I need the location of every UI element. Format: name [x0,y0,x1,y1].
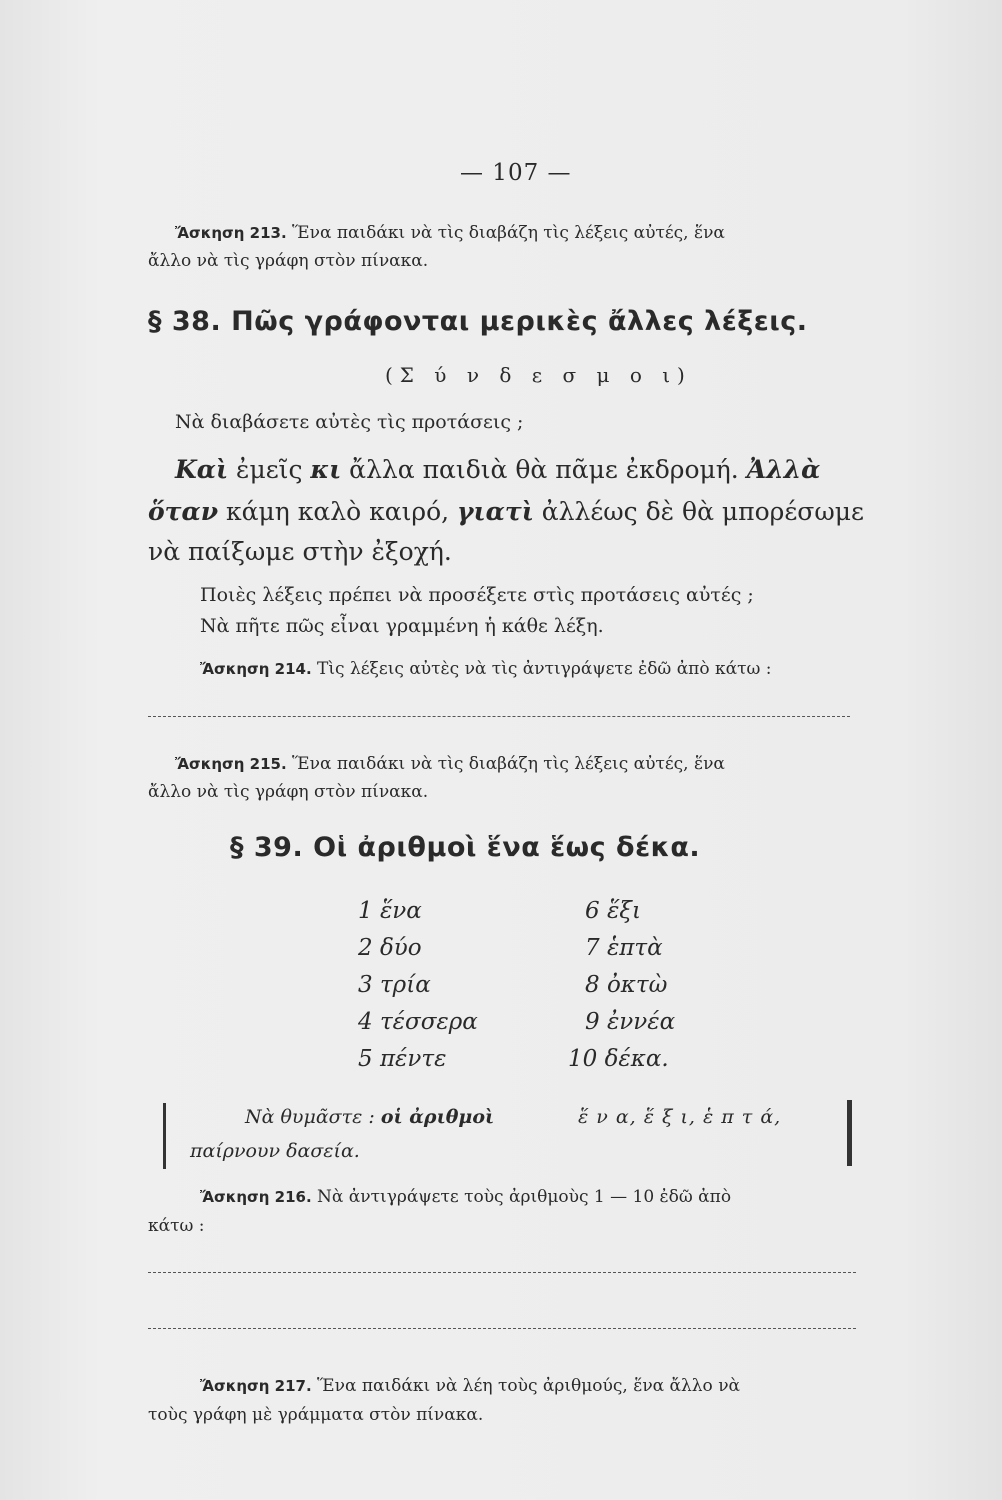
number-9: 9 ἐννέα [585,1009,676,1035]
note-remember: Νὰ θυμᾶστε : [245,1106,381,1128]
exercise-216-text1: Νὰ ἀντιγράψετε τοὺς ἀριθμοὺς 1 — 10 ἐδῶ ἀπὸ [317,1187,732,1207]
exercise-217-label: Ἄσκηση 217. [200,1377,312,1395]
exercise-214-text: Τὶς λέξεις αὐτὲς νὰ τὶς ἀντιγράψετε ἐδῶ ἀπὸ κάτω : [317,659,772,679]
number-6: 6 ἕξι [585,898,641,924]
example-line-3: νὰ παίξωμε στὴν ἐξοχή. [148,537,452,566]
section-38-q2: Νὰ πῆτε πῶς εἶναι γραμμένη ἡ κάθε λέξη. [200,615,604,637]
writing-line[interactable] [148,1272,856,1273]
number-10: 10 δέκα. [568,1046,669,1072]
word-alla: Ἀλλὰ [746,455,821,484]
writing-line[interactable] [148,716,850,717]
exercise-217-text2: τοὺς γράφη μὲ γράμματα στὸν πίνακα. [148,1405,484,1425]
page-number: — 107 — [460,160,572,186]
number-2: 2 δύο [358,935,422,961]
note-right-bar [847,1100,852,1166]
example-text: ἄλλα παιδιὰ θὰ πᾶμε ἐκδρομή. [341,455,747,484]
exercise-213-label: Ἄσκηση 213. [175,224,287,242]
number-5: 5 πέντε [358,1046,447,1072]
exercise-214-label: Ἄσκηση 214. [200,660,312,678]
exercise-217-line1 [200,1372,740,1400]
exercise-214 [200,655,772,683]
section-38-question: Νὰ διαβάσετε αὐτὲς τὶς προτάσεις ; [175,411,524,433]
number-8: 8 ὀκτὼ [585,972,668,998]
word-otan: ὅταν [148,497,219,526]
word-ki: κι [310,455,342,484]
number-7: 7 ἑπτὰ [585,935,663,961]
exercise-215-text1: Ἕνα παιδάκι νὰ τὶς διαβάζη τὶς λέξεις αὐτές, ἕνα [292,754,725,774]
exercise-217-text1: Ἕνα παιδάκι νὰ λέη τοὺς ἀριθμούς, ἕνα ἄλλο νὰ [317,1376,741,1396]
note-line1a [245,1106,494,1128]
section-38-subtitle: (Σ ύ ν δ ε σ μ ο ι) [385,363,692,387]
exercise-216-label: Ἄσκηση 216. [200,1188,312,1206]
section-38-q1: Ποιὲς λέξεις πρέπει νὰ προσέξετε στὶς προτάσεις αὐτές ; [200,584,754,606]
example-line-1 [175,452,820,488]
word-giati: γιατὶ [457,497,534,526]
exercise-215-label: Ἄσκηση 215. [175,755,287,773]
exercise-216-line1 [200,1183,731,1211]
note-words: ἕ ν α, ἕ ξ ι, ἑ π τ ά, [578,1106,782,1128]
exercise-213-text2: ἄλλο νὰ τὶς γράφη στὸν πίνακα. [148,251,429,271]
example-text: κάμη καλὸ καιρό, [218,497,458,526]
example-text: ἀλλέως δὲ θὰ μπορέσωμε [533,497,864,526]
section-38-title: § 38. Πῶς γράφονται μερικὲς ἄλλες λέξεις. [148,306,808,337]
section-39-title: § 39. Οἱ ἀριθμοὶ ἕνα ἕως δέκα. [230,832,701,863]
exercise-216-text2: κάτω : [148,1216,205,1236]
note-left-bar [163,1103,166,1169]
writing-line[interactable] [148,1328,856,1329]
note-numbers: οἱ ἀριθμοὶ [380,1106,495,1128]
exercise-215-line1 [175,750,725,778]
number-4: 4 τέσσερα [358,1009,478,1035]
exercise-213-text1: Ἕνα παιδάκι νὰ τὶς διαβάζη τὶς λέξεις αὐτές, ἕνα [292,223,725,243]
exercise-215-text2: ἄλλο νὰ τὶς γράφη στὸν πίνακα. [148,782,429,802]
example-text: ἐμεῖς [228,455,311,484]
exercise-213-line1 [175,219,725,247]
number-1: 1 ἕνα [358,898,422,924]
example-line-2 [148,494,864,530]
note-line2: παίρνουν δασεία. [190,1140,360,1162]
number-3: 3 τρία [358,972,431,998]
word-kai: Καὶ [175,455,229,484]
